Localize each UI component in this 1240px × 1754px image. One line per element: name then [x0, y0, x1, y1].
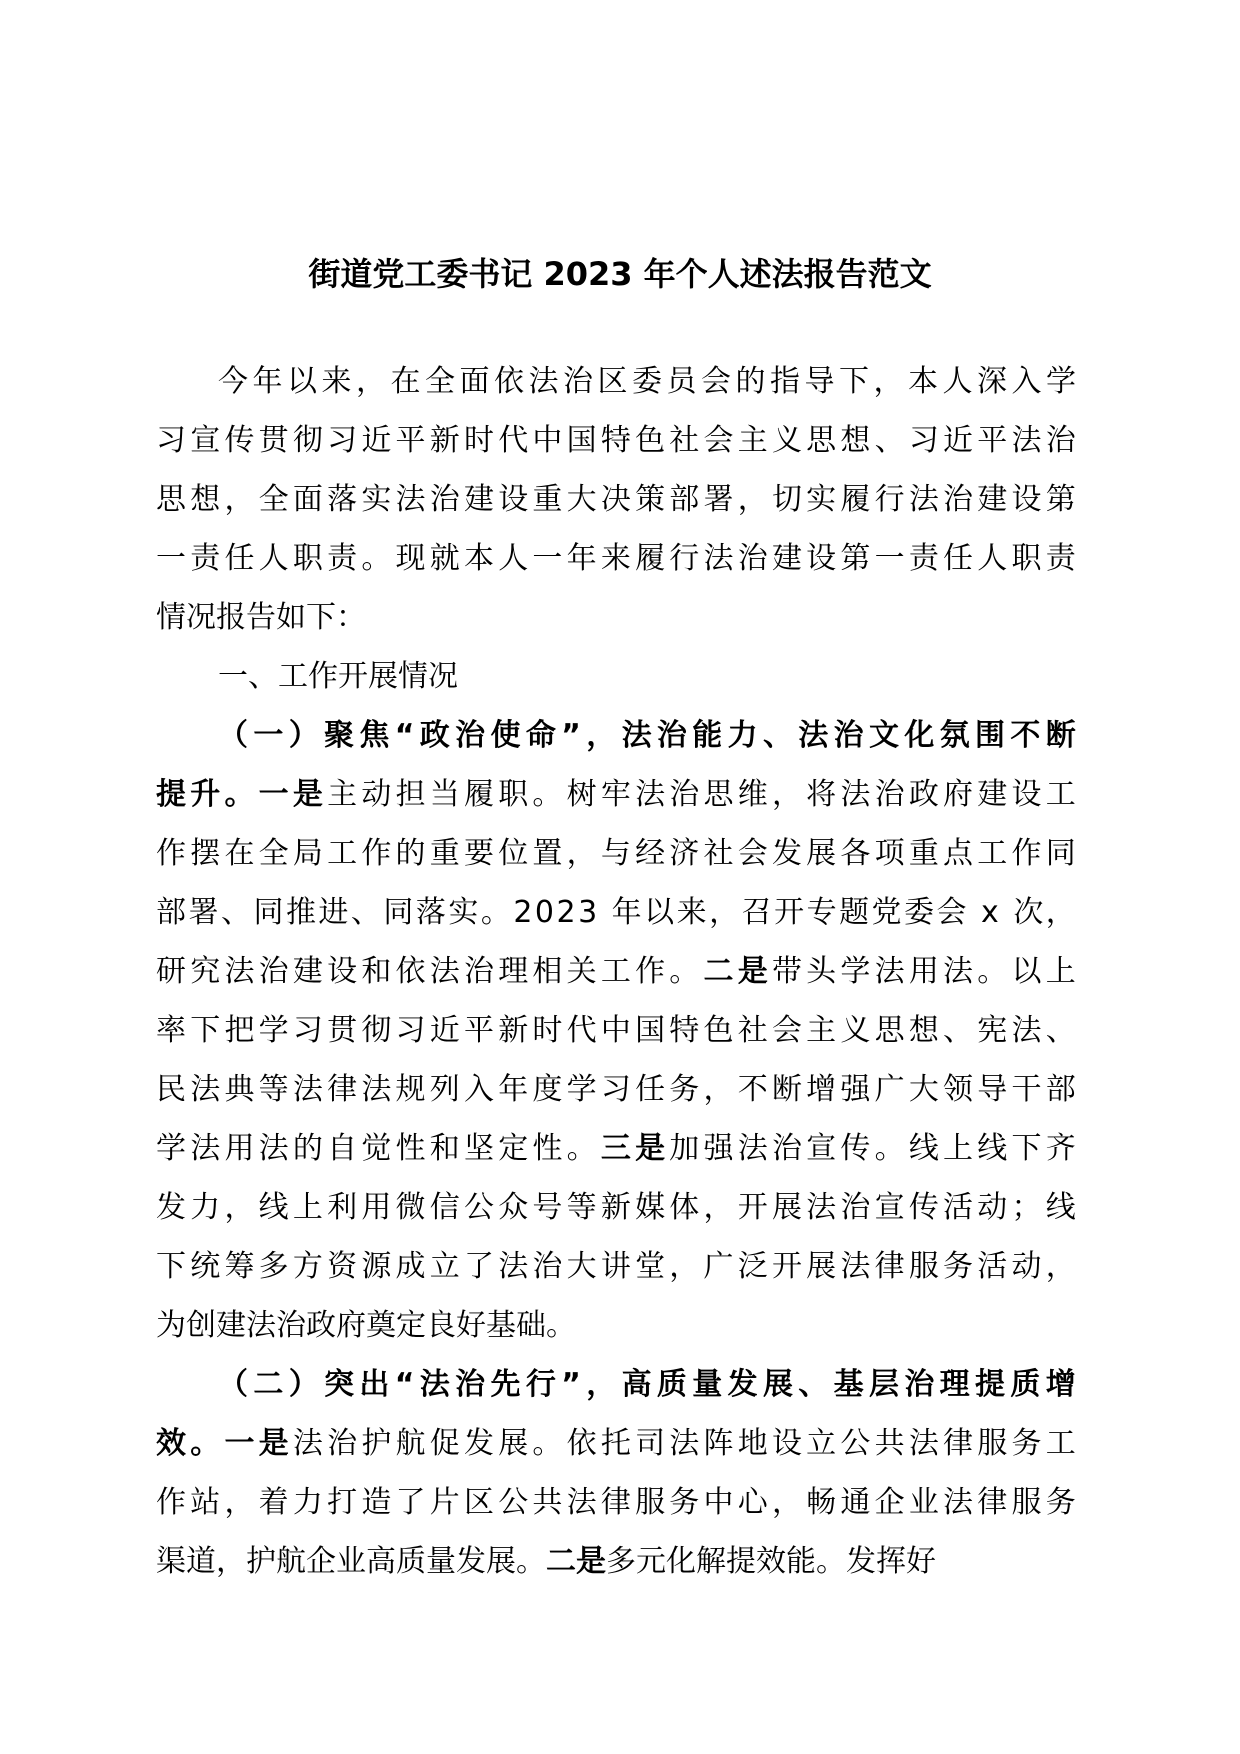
text-line: 一 责 任 人 职 责 。 现 就 本 人 一 年 来 履 行 法 治 建 设 第 一 责 任 人 职 责	[156, 541, 1076, 576]
text-line: 情 况 报 告 如 下 ：	[156, 600, 366, 635]
text-line: 民 法 典 等 法 律 法 规 列 入 年 度 学 习 任 务 ， 不 断 增 强 广 大 领 导 干 部	[156, 1072, 1076, 1107]
text-line: 思 想 ， 全 面 落 实 法 治 建 设 重 大 决 策 部 署 ， 切 实 履 行 法 治 建 设 第	[156, 482, 1076, 517]
text-line: 学 法 用 法 的 自 觉 性 和 坚 定 性 。 三 是 加 强 法 治 宣 传 。 线 上 线 下 齐	[156, 1131, 1076, 1166]
text-line: 部 署 、 同 推 进 、 同 落 实 。 2 0 2 3 年 以 来 ， 召 开 专 题 党 委 会 x 次 ，	[156, 895, 1076, 930]
document-title: 街道党工委书记 2023 年个人述法报告范文	[308, 255, 932, 293]
text-line: 今 年 以 来 ， 在 全 面 依 法 治 区 委 员 会 的 指 导 下 ， 本 人 深 入 学	[218, 364, 1076, 399]
text-line: 作 站 ， 着 力 打 造 了 片 区 公 共 法 律 服 务 中 心 ， 畅 通 企 业 法 律 服 务	[156, 1485, 1076, 1520]
text-line: 一 、 工 作 开 展 情 况	[218, 659, 458, 694]
text-line: 渠 道 ， 护 航 企 业 高 质 量 发 展 。 二 是 多 元 化 解 提 效 能 。 发 挥 好	[156, 1544, 936, 1579]
text-line: （ 一 ） 聚 焦 “ 政 治 使 命 ” ， 法 治 能 力 、 法 治 文 化 氛 围 不 断	[218, 718, 1076, 753]
text-line: 发 力 ， 线 上 利 用 微 信 公 众 号 等 新 媒 体 ， 开 展 法 治 宣 传 活 动 ； 线	[156, 1190, 1076, 1225]
document-body	[156, 352, 1076, 1591]
text-line: 习 宣 传 贯 彻 习 近 平 新 时 代 中 国 特 色 社 会 主 义 思 想 、 习 近 平 法 治	[156, 423, 1076, 458]
text-line: 下 统 筹 多 方 资 源 成 立 了 法 治 大 讲 堂 ， 广 泛 开 展 法 律 服 务 活 动 ，	[156, 1249, 1076, 1284]
text-line: 研 究 法 治 建 设 和 依 法 治 理 相 关 工 作 。 二 是 带 头 学 法 用 法 。 以 上	[156, 954, 1076, 989]
text-line: 作 摆 在 全 局 工 作 的 重 要 位 置 ， 与 经 济 社 会 发 展 各 项 重 点 工 作 同	[156, 836, 1076, 871]
text-line: （ 二 ） 突 出 “ 法 治 先 行 ” ， 高 质 量 发 展 、 基 层 治 理 提 质 增	[218, 1367, 1076, 1402]
text-line: 提 升 。 一 是 主 动 担 当 履 职 。 树 牢 法 治 思 维 ， 将 法 治 政 府 建 设 工	[156, 777, 1076, 812]
text-line: 率 下 把 学 习 贯 彻 习 近 平 新 时 代 中 国 特 色 社 会 主 义 思 想 、 宪 法 、	[156, 1013, 1076, 1048]
text-line: 为 创 建 法 治 政 府 奠 定 良 好 基 础 。	[156, 1308, 576, 1343]
text-line: 效 。 一 是 法 治 护 航 促 发 展 。 依 托 司 法 阵 地 设 立 公 共 法 律 服 务 工	[156, 1426, 1076, 1461]
